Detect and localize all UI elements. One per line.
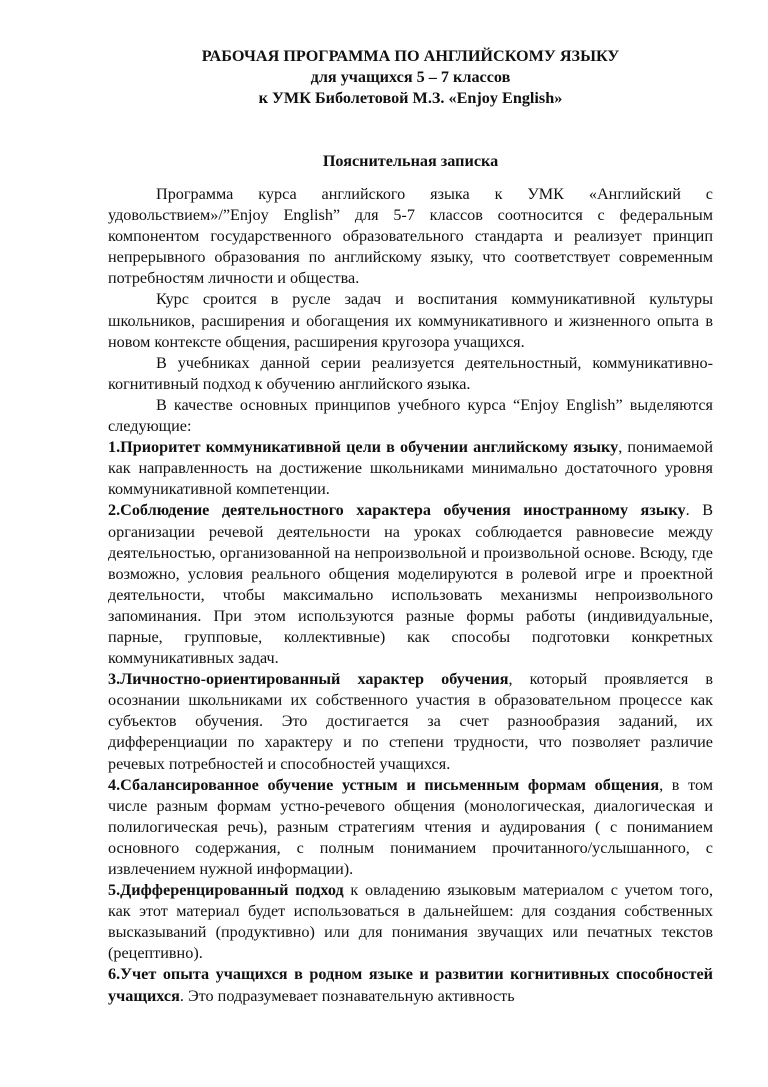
header-title-line: РАБОЧАЯ ПРОГРАММА ПО АНГЛИЙСКОМУ ЯЗЫКУ bbox=[201, 47, 620, 65]
principle-text: к овладению языковым материалом с учетом того, как этот материал будет использоваться в дальнейшем: для создания собственных высказываний (продуктивно) или для понимания звучащих или печатных текстов (рецептивно). bbox=[108, 881, 713, 963]
header-grade-line: для учащихся 5 – 7 классов bbox=[310, 68, 511, 86]
principle-title: 3.Личностно-ориентированный характер обучения bbox=[108, 670, 509, 689]
principle-title: 6.Учет опыта учащихся в родном языке и развитии когнитивных способностей учащихся bbox=[108, 965, 713, 1005]
paragraph-approach: В учебниках данной серии реализуется деятельностный, коммуникативно-когнитивный подход к обучению английского языка. bbox=[108, 353, 713, 393]
principle-item-4 bbox=[108, 775, 713, 880]
principle-text: . Это подразумевает познавательную активность bbox=[179, 986, 515, 1005]
principle-text: , в том числе разным формам устно-речевого общения (монологическая, диалогическая и полилогическая речь), разным стратегиям чтения и аудирования ( с пониманием основного содержания, с полным пониманием прочитанного/услышанного, с извлечением нужной информации). bbox=[108, 775, 713, 878]
header-textbook-line: к УМК Биболетовой М.З. «Enjoy English» bbox=[258, 89, 563, 107]
principle-title: 5.Дифференцированный подход bbox=[108, 881, 344, 900]
principle-title: 2.Соблюдение деятельностного характера обучения иностранному языку bbox=[108, 501, 686, 520]
principle-text: . В организации речевой деятельности на уроках соблюдается равновесие между деятельностью, организованной на непроизвольной и произвольной основе. Всюду, где возможно, условия реального общения моделируются в ролевой игре и проектной деятельности, чтобы максимально использовать механизмы непроизвольного запоминания. При этом используются разные формы работы (индивидуальные, парные, групповые, коллективные) как способы подготовки конкретных коммуникативных задач. bbox=[108, 501, 713, 668]
paragraph-course: Курс сроится в русле задач и воспитания коммуникативной культуры школьников, расширения и обогащения их коммуникативного и жизненного опыта в новом контексте общения, расширения кругозора учащихся. bbox=[108, 290, 713, 351]
principle-item-6 bbox=[108, 964, 713, 1006]
document-content bbox=[108, 46, 713, 1007]
paragraph-principles-intro: В качестве основных принципов учебного курса “Enjoy English” выделяются следующие: bbox=[108, 395, 713, 436]
section-title: Пояснительная записка bbox=[322, 152, 499, 170]
principle-item-3 bbox=[108, 669, 713, 774]
principle-item-5 bbox=[108, 880, 713, 964]
document-header bbox=[108, 46, 713, 109]
document-body bbox=[108, 184, 713, 1007]
principle-text: , который проявляется в осознании школьниками их собственного участия в образовательном процессе как субъектов обучения. Это достигается за счет разнообразия заданий, их дифференциации по характеру и по степени трудности, что позволяет различие речевых потребностей и способностей учащихся. bbox=[108, 670, 713, 773]
principle-title: 1.Приоритет коммуникативной цели в обучении английскому языку bbox=[108, 438, 619, 457]
principle-text: , понимаемой как направленность на достижение школьниками минимально достаточного уровня коммуникативной компетенции. bbox=[108, 438, 713, 499]
principle-item-1 bbox=[108, 437, 713, 500]
paragraph-program: Программа курса английского языка к УМК «Английский с удовольствием»/”Enjoy English” для 5-7 классов соотносится с федеральным компонентом государственного образовательного стандарта и реализует принцип непрерывного образования по английскому языку, что соответствует современным потребностям личности и общества. bbox=[108, 185, 713, 288]
principle-title: 4.Сбалансированное обучение устным и письменным формам общения bbox=[108, 775, 660, 794]
principle-item-2 bbox=[108, 500, 713, 669]
